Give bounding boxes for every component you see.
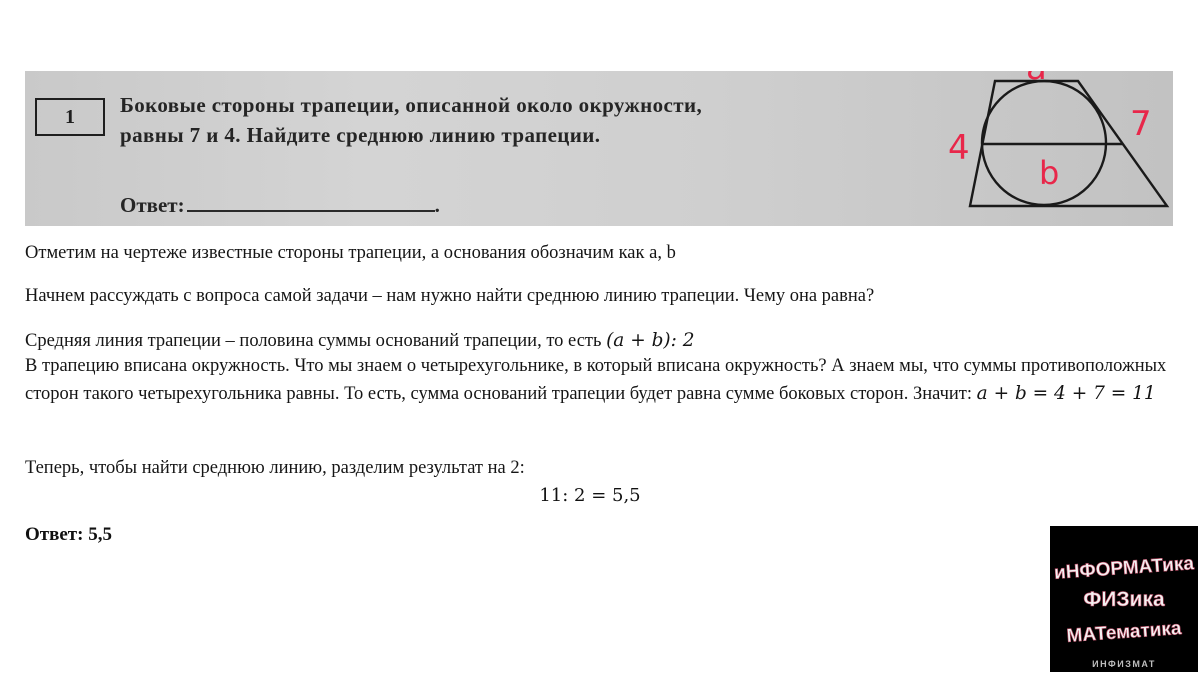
logo-art (1050, 526, 1198, 672)
task-photo (25, 51, 1173, 226)
p4-formula: a + b = 4 + 7 = 11 (976, 383, 1156, 404)
task-line-1: Боковые стороны трапеции, описанной около окружности, (120, 93, 703, 117)
logo-word-infizmat: ИНФИЗМАТ (1092, 659, 1156, 669)
answer-blank (187, 194, 435, 212)
label-right-side: 7 (1130, 104, 1152, 144)
label-left-side: 4 (948, 128, 970, 168)
solution-paragraph-4 (25, 353, 1175, 408)
trapezoid-figure (920, 51, 1173, 226)
task-statement (120, 90, 880, 150)
answer-field-line (120, 193, 440, 218)
task-line-2: равны 7 и 4. Найдите среднюю линию трапеции. (120, 123, 601, 147)
calculation-line: 11: 2 = 5,5 (539, 485, 641, 506)
label-top-base: a (1026, 51, 1047, 88)
solution-paragraph-5: Теперь, чтобы найти среднюю линию, разделим результат на 2: (25, 458, 525, 478)
p4-text: В трапецию вписана окружность. Что мы знаем о четырехугольнике, в который вписана окружность? А знаем мы, что суммы противоположных сторон такого четырехугольника равны. То есть, сумма оснований трапеции будет равна сумме боковых сторон. Значит: (25, 356, 1167, 404)
solution-paragraph-2: Начнем рассуждать с вопроса самой задачи – нам нужно найти среднюю линию трапеции. Чему она равна? (25, 286, 875, 306)
p3-formula: (a + b): 2 (606, 330, 695, 351)
solution-paragraph-1: Отметим на чертеже известные стороны трапеции, а основания обозначим как a, b (25, 243, 676, 263)
answer-label: Ответ: (120, 193, 185, 217)
logo-word-matematika: МАТематика (1065, 618, 1183, 647)
answer-dot: . (434, 193, 440, 217)
task-number-box: 1 (35, 98, 105, 136)
p3-text: Средняя линия трапеции – половина суммы оснований трапеции, то есть (25, 331, 607, 351)
solution-paragraph-3 (25, 327, 1175, 355)
infizmat-logo (1050, 526, 1198, 672)
label-bottom-base: b (1039, 154, 1060, 192)
final-answer: Ответ: 5,5 (25, 524, 112, 545)
logo-word-fizika: ФИЗика (1083, 588, 1165, 611)
logo-word-informatika: иНФОРМАТика (1053, 553, 1195, 584)
